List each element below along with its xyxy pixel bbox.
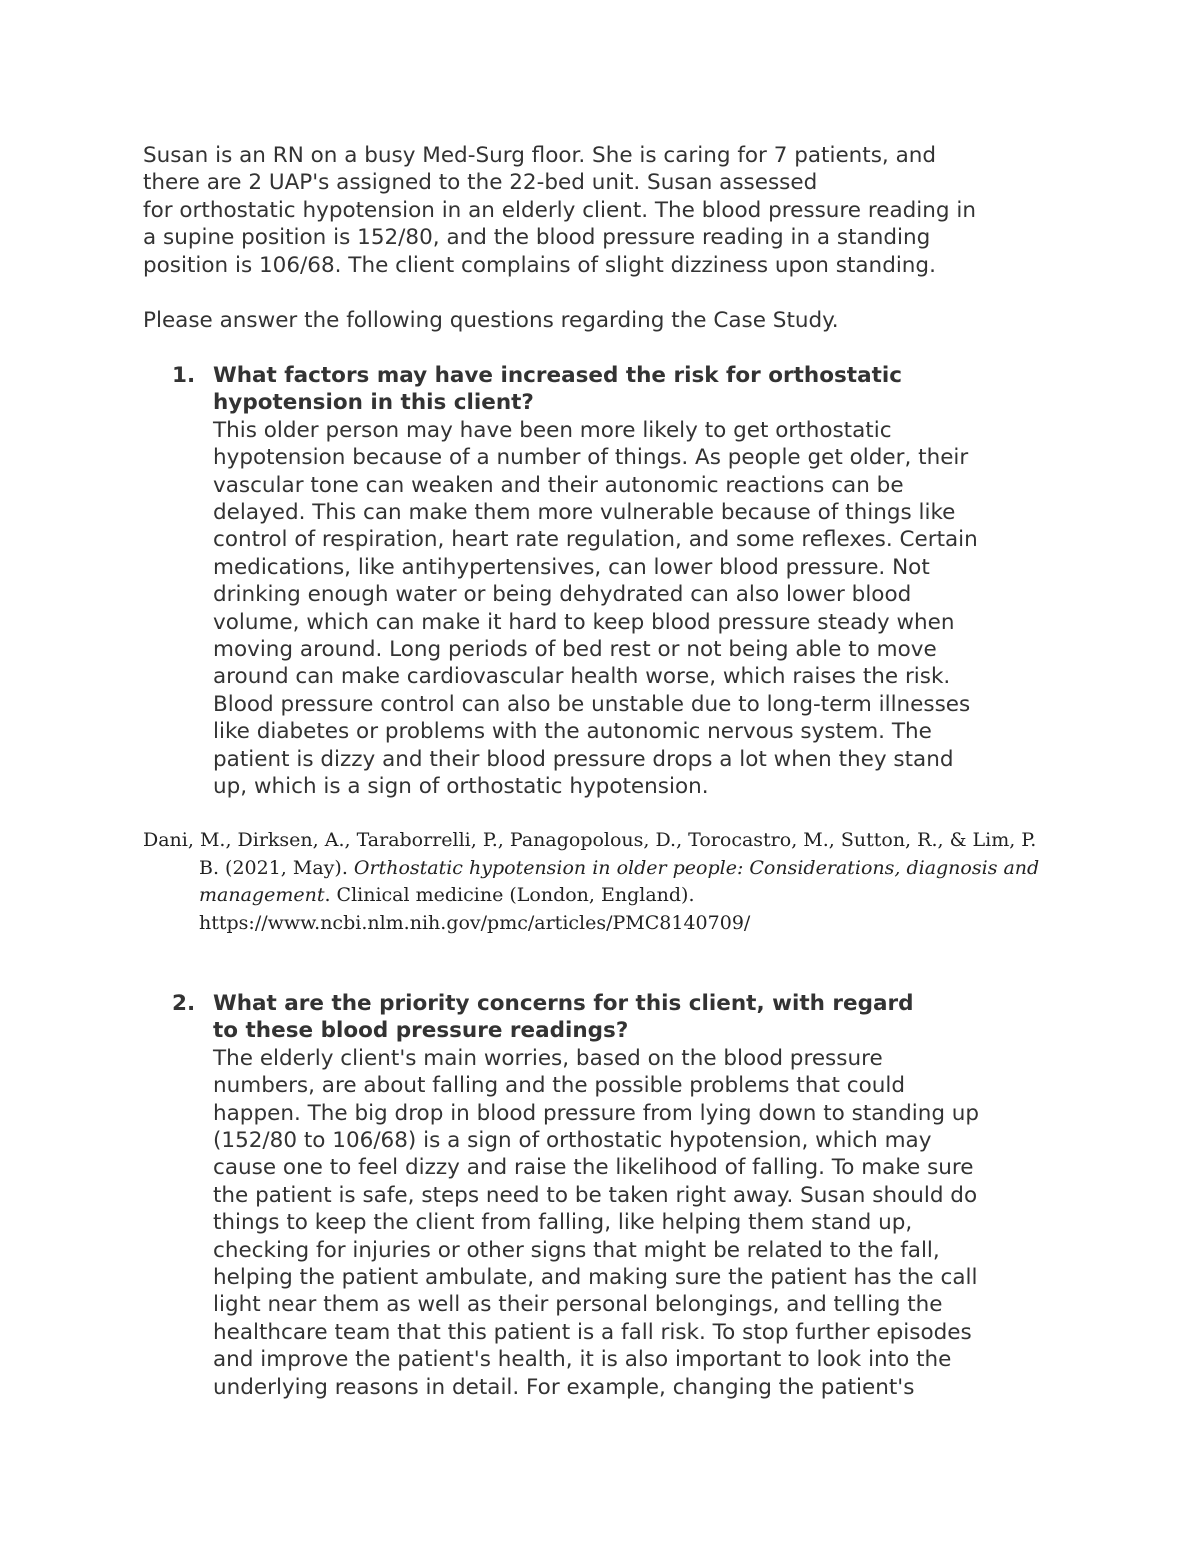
reference-citation (143, 827, 1083, 937)
question-1-number: 1. (172, 363, 196, 388)
instructions-prompt: Please answer the following questions regarding the Case Study. (143, 308, 839, 333)
reference-date: B. (2021, May). (199, 856, 354, 879)
reference-url[interactable]: https://www.ncbi.nlm.nih.gov/pmc/articles/PMC8140709/ (199, 911, 751, 934)
reference-journal: . Clinical medicine (London, England). (324, 884, 695, 906)
question-2-number: 2. (172, 991, 196, 1016)
question-1 (213, 362, 1073, 801)
reference-authors: Dani, M., Dirksen, A., Taraborrelli, P., Panagopolous, D., Torocastro, M., Sutton, R., & Lim, P. (143, 829, 1037, 851)
question-2-title: What are the priority concerns for this client, with regard to these blood pressure readings? (213, 991, 914, 1044)
question-2-answer: The elderly client's main worries, based on the blood pressure numbers, are about falling and the possible problems that could happen. The big drop in blood pressure from lying down to standing up (152/80 to 106/68) is a sign of orthostatic hypotension, which may cause one to feel dizzy and raise the likelihood of falling. To make sure the patient is safe, steps need to be taken right away. Susan should do things to keep the client from falling, like helping them stand up, checking for injuries or other signs that might be related to the fall, helping the patient ambulate, and making sure the patient has the call light near them as well as their personal belongings, and telling the healthcare team that this patient is a fall risk. To stop further episodes and improve the patient's health, it is also important to look into the underlying reasons in detail. For example, changing the patient's (213, 1045, 980, 1400)
case-study-intro: Susan is an RN on a busy Med-Surg floor. She is caring for 7 patients, and there are 2 UAP's assigned to the 22-bed unit. Susan assessed for orthostatic hypotension in an elderly client. The blood pressure reading in a supine position is 152/80, and the blood pressure reading in a standing position is 106/68. The client complains of slight dizziness upon standing. (143, 143, 976, 278)
question-1-title: What factors may have increased the risk for orthostatic hypotension in this client? (213, 363, 902, 416)
reference-title: Orthostatic hypotension in older people: Considerations, diagnosis and (353, 856, 1040, 879)
question-2 (213, 990, 1073, 1401)
question-1-answer: This older person may have been more likely to get orthostatic hypotension because of a number of things. As people get older, their vascular tone can weaken and their autonomic reactions can be delayed. This can make them more vulnerable because of things like control of respiration, heart rate regulation, and some reflexes. Certain medications, like antihypertensives, can lower blood pressure. Not drinking enough water or being dehydrated can also lower blood volume, which can make it hard to keep blood pressure steady when moving around. Long periods of bed rest or not being able to move around can make cardiovascular health worse, which raises the risk. Blood pressure control can also be unstable due to long-term illnesses like diabetes or problems with the autonomic nervous system. The patient is dizzy and their blood pressure drops a lot when they stand up, which is a sign of orthostatic hypotension. (213, 417, 978, 800)
reference-title-end: management (199, 884, 325, 906)
